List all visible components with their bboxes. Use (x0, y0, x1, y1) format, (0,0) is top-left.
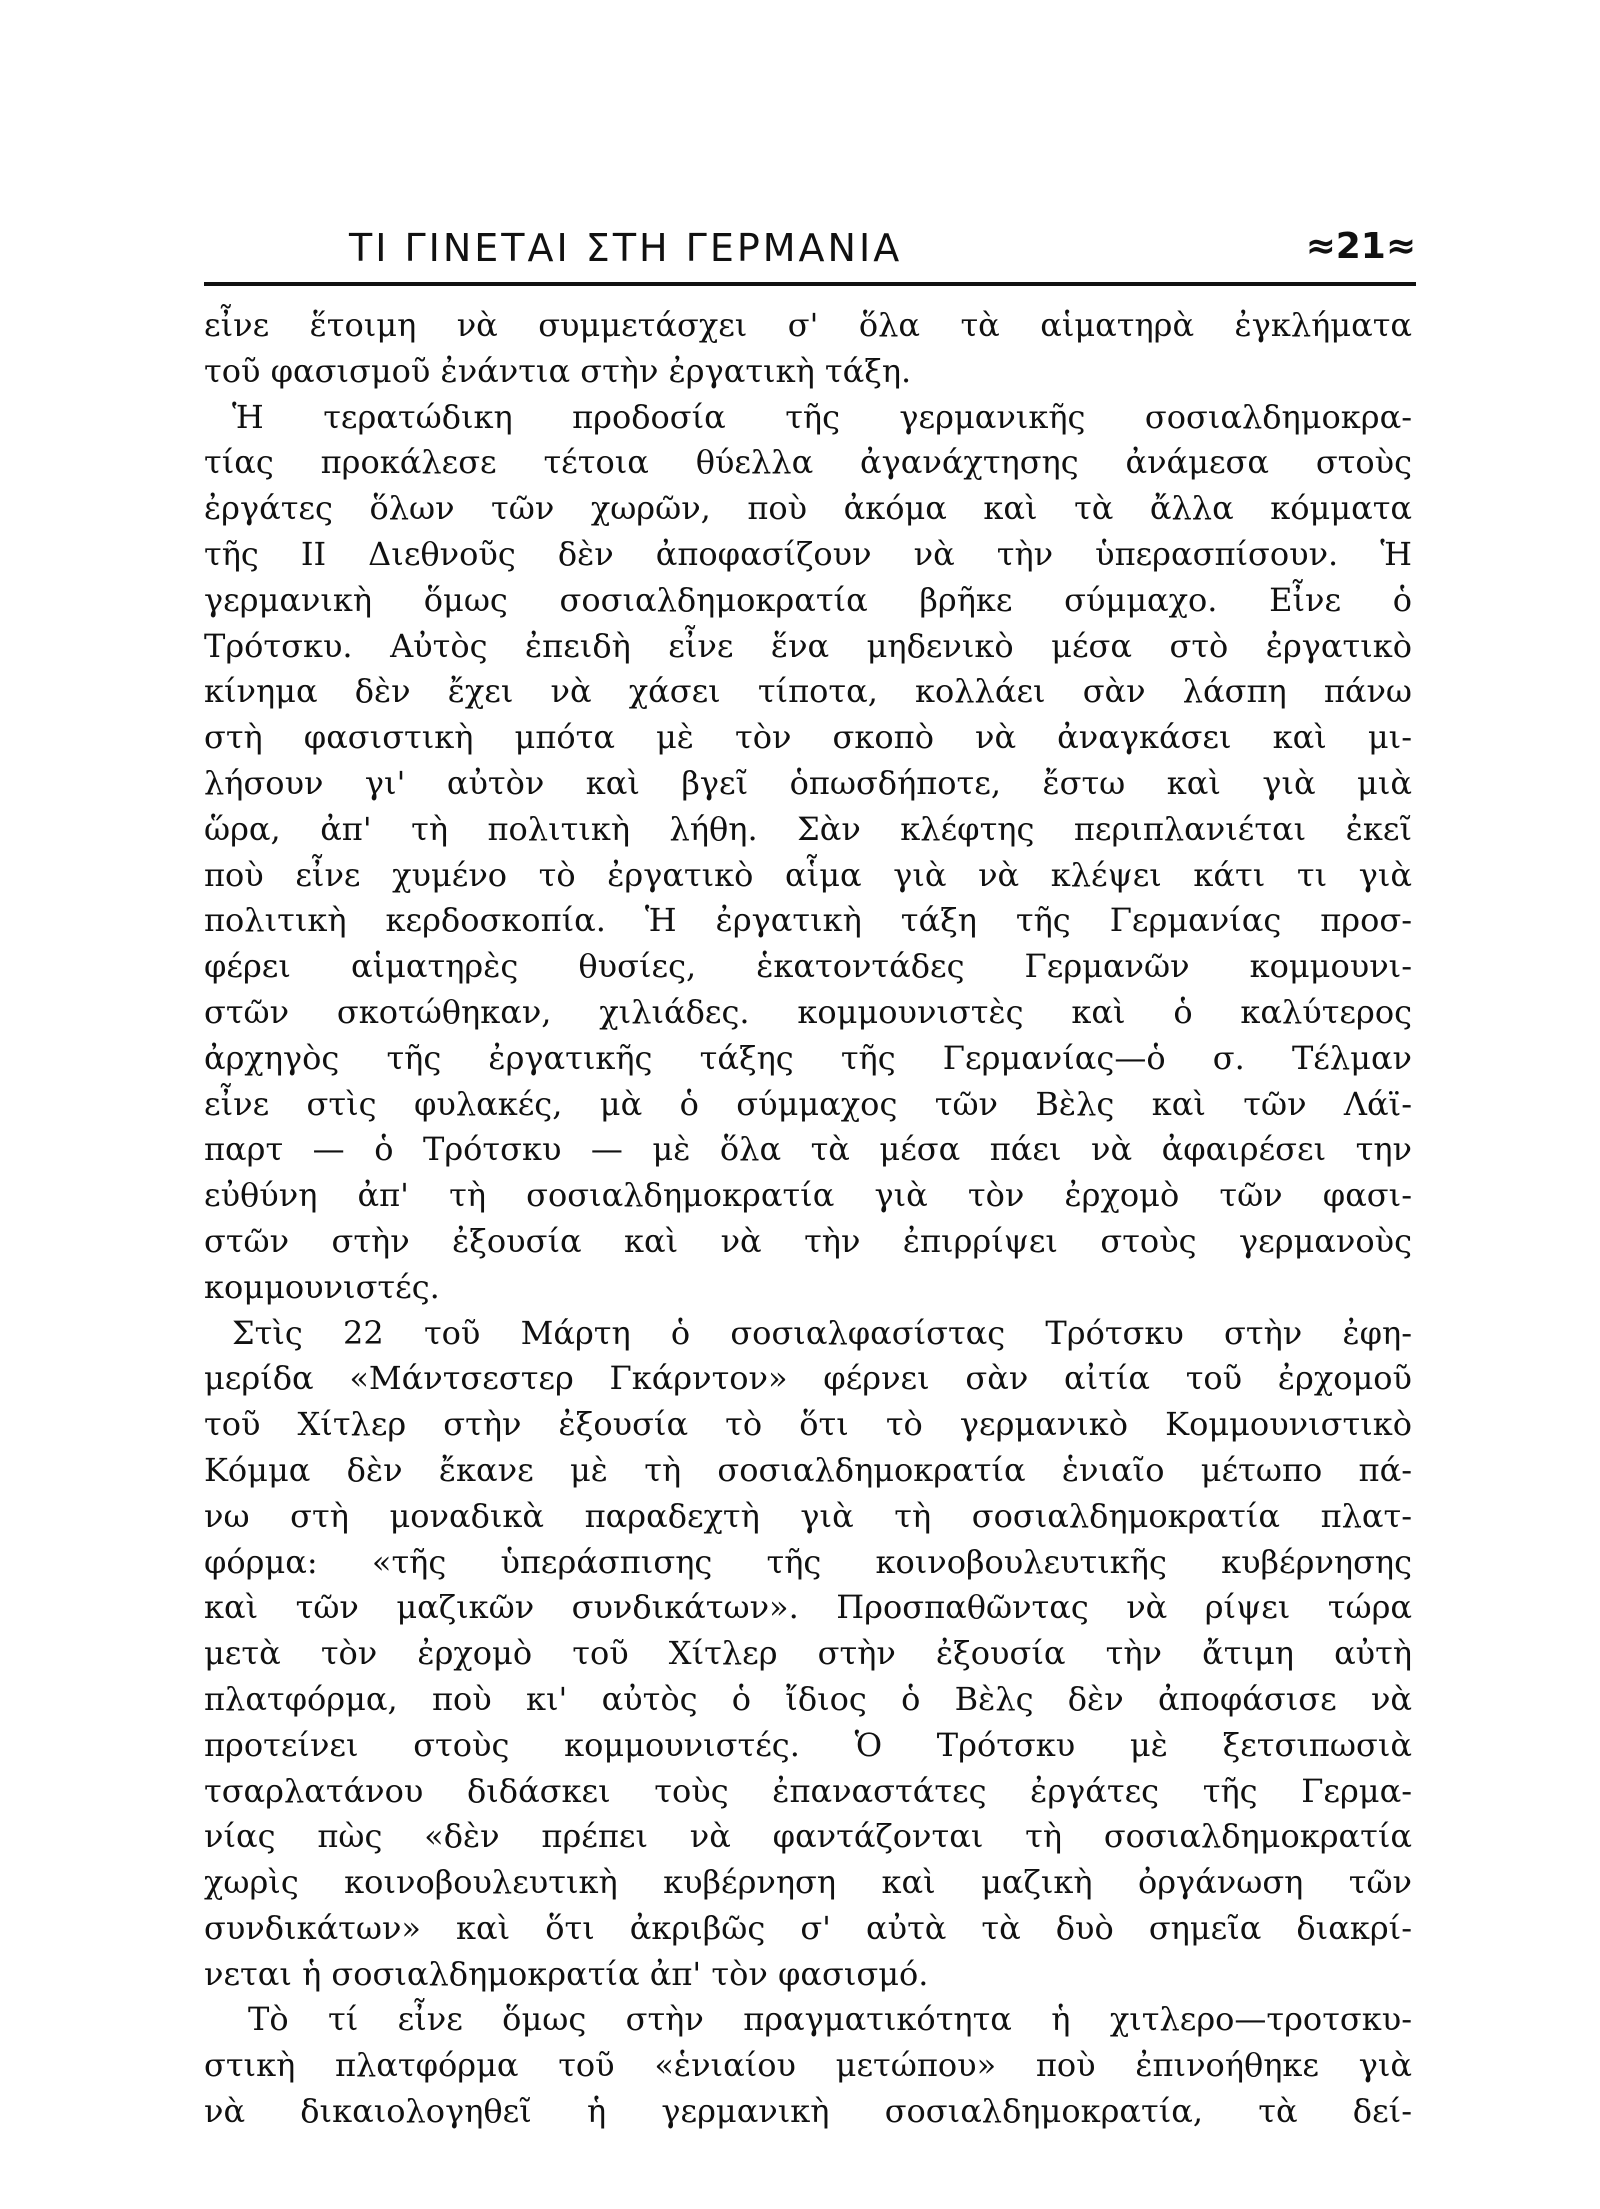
text-line: νὰ δικαιολογηθεῖ ἡ γερμανικὴ σοσιαλδημοκρατία, τὰ δεί- (204, 2092, 1412, 2131)
text-line: στῶν σκοτώθηκαν, χιλιάδες. κομμουνιστὲς καὶ ὁ καλύτερος (204, 992, 1412, 1031)
page-header (204, 222, 1416, 278)
text-line: φέρει αἱματηρὲς θυσίες, ἑκατοντάδες Γερμανῶν κομμουνι- (204, 947, 1412, 986)
text-line: τῆς ΙΙ Διεθνοῦς δὲν ἀποφασίζουν νὰ τὴν ὑπερασπίσουν. Ἡ (204, 534, 1412, 573)
text-line: πλατφόρμα, ποὺ κι' αὐτὸς ὁ ἴδιος ὁ Βὲλς δὲν ἀποφάσισε νὰ (204, 1679, 1412, 1718)
text-line: ἀρχηγὸς τῆς ἐργατικῆς τάξης τῆς Γερμανίας—ὁ σ. Τέλμαν (204, 1038, 1412, 1077)
text-line: τοῦ Χίτλερ στὴν ἐξουσία τὸ ὅτι τὸ γερμανικὸ Κομμουνιστικὸ (204, 1405, 1412, 1444)
text-line: τοῦ φασισμοῦ ἐνάντια στὴν ἐργατικὴ τάξη. (204, 351, 912, 390)
text-line: νεται ἡ σοσιαλδημοκρατία ἀπ' τὸν φασισμό. (204, 1954, 929, 1993)
text-line: καὶ τῶν μαζικῶν συνδικάτων». Προσπαθῶντας νὰ ρίψει τώρα (204, 1588, 1412, 1627)
text-line: εἶνε στὶς φυλακές, μὰ ὁ σύμμαχος τῶν Βὲλς καὶ τῶν Λάϊ- (204, 1084, 1412, 1123)
text-line: ποὺ εἶνε χυμένο τὸ ἐργατικὸ αἷμα γιὰ νὰ κλέψει κάτι τι γιὰ (204, 855, 1412, 894)
page-number: ≈21≈ (1305, 226, 1416, 267)
text-line: ὥρα, ἀπ' τὴ πολιτικὴ λήθη. Σὰν κλέφτης περιπλανιέται ἐκεῖ (204, 809, 1412, 848)
text-line: εἶνε ἕτοιμη νὰ συμμετάσχει σ' ὅλα τὰ αἱματηρὰ ἐγκλήματα (204, 306, 1412, 344)
text-line: πολιτικὴ κερδοσκοπία. Ἡ ἐργατικὴ τάξη τῆς Γερμανίας προσ- (204, 901, 1412, 940)
text-line: νίας πὼς «δὲν πρέπει νὰ φαντάζονται τὴ σοσιαλδημοκρατία (204, 1817, 1412, 1856)
body-text (204, 303, 1412, 2135)
text-line: νω στὴ μοναδικὰ παραδεχτὴ γιὰ τὴ σοσιαλδημοκρατία πλατ- (204, 1496, 1412, 1535)
text-line: Στὶς 22 τοῦ Μάρτη ὁ σοσιαλφασίστας Τρότσκυ στὴν ἐφη- (232, 1313, 1412, 1352)
text-line: φόρμα: «τῆς ὑπεράσπισης τῆς κοινοβουλευτικῆς κυβέρνησης (204, 1542, 1412, 1581)
text-line: κίνημα δὲν ἔχει νὰ χάσει τίποτα, κολλάει σὰν λάσπη πάνω (204, 672, 1412, 711)
header-rule (204, 282, 1416, 286)
text-line: συνδικάτων» καὶ ὅτι ἀκριβῶς σ' αὐτὰ τὰ δυὸ σημεῖα διακρί- (204, 1908, 1412, 1947)
text-line: τσαρλατάνου διδάσκει τοὺς ἐπαναστάτες ἐργάτες τῆς Γερμα- (204, 1771, 1412, 1810)
text-line: εὐθύνη ἀπ' τὴ σοσιαλδημοκρατία γιὰ τὸν ἐρχομὸ τῶν φασι- (204, 1176, 1412, 1215)
text-line: λήσουν γι' αὐτὸν καὶ βγεῖ ὁπωσδήποτε, ἔστω καὶ γιὰ μιὰ (204, 763, 1412, 802)
text-line: Τρότσκυ. Αὐτὸς ἐπειδὴ εἶνε ἕνα μηδενικὸ μέσα στὸ ἐργατικὸ (204, 626, 1412, 665)
text-line: Τὸ τί εἶνε ὅμως στὴν πραγματικότητα ἡ χιτλερο—τροτσκυ- (248, 2000, 1412, 2039)
text-line: Κόμμα δὲν ἔκανε μὲ τὴ σοσιαλδημοκρατία ἑνιαῖο μέτωπο πά- (204, 1450, 1412, 1489)
text-line: μετὰ τὸν ἐρχομὸ τοῦ Χίτλερ στὴν ἐξουσία τὴν ἄτιμη αὐτὴ (204, 1634, 1412, 1673)
text-line: ἐργάτες ὅλων τῶν χωρῶν, ποὺ ἀκόμα καὶ τὰ ἄλλα κόμματα (204, 489, 1412, 528)
text-line: γερμανικὴ ὅμως σοσιαλδημοκρατία βρῆκε σύμμαχο. Εἶνε ὁ (204, 580, 1412, 619)
running-title: ΤΙ ΓΙΝΕΤΑΙ ΣΤΗ ΓΕΡΜΑΝΙΑ (349, 226, 903, 270)
text-line: Ἡ τερατώδικη προδοσία τῆς γερμανικῆς σοσιαλδημοκρα- (232, 397, 1412, 436)
text-line: στὴ φασιστικὴ μπότα μὲ τὸν σκοπὸ νὰ ἀναγκάσει καὶ μι- (204, 718, 1412, 757)
text-line: κομμουνιστές. (204, 1267, 440, 1306)
text-line: τίας προκάλεσε τέτοια θύελλα ἀγανάχτησης ἀνάμεσα στοὺς (204, 443, 1412, 482)
text-line: στικὴ πλατφόρμα τοῦ «ἑνιαίου μετώπου» ποὺ ἐπινοήθηκε γιὰ (204, 2046, 1412, 2085)
text-line: στῶν στὴν ἐξουσία καὶ νὰ τὴν ἐπιρρίψει στοὺς γερμανοὺς (204, 1221, 1412, 1260)
text-line: προτείνει στοὺς κομμουνιστές. Ὁ Τρότσκυ μὲ ξετσιπωσιὰ (204, 1725, 1412, 1764)
text-line: χωρὶς κοινοβουλευτικὴ κυβέρνηση καὶ μαζικὴ ὀργάνωση τῶν (204, 1863, 1412, 1902)
text-line: παρτ — ὁ Τρότσκυ — μὲ ὅλα τὰ μέσα πάει νὰ ἀφαιρέσει την (204, 1130, 1412, 1169)
text-line: μερίδα «Μάντσεστερ Γκάρντον» φέρνει σὰν αἰτία τοῦ ἐρχομοῦ (204, 1359, 1412, 1398)
